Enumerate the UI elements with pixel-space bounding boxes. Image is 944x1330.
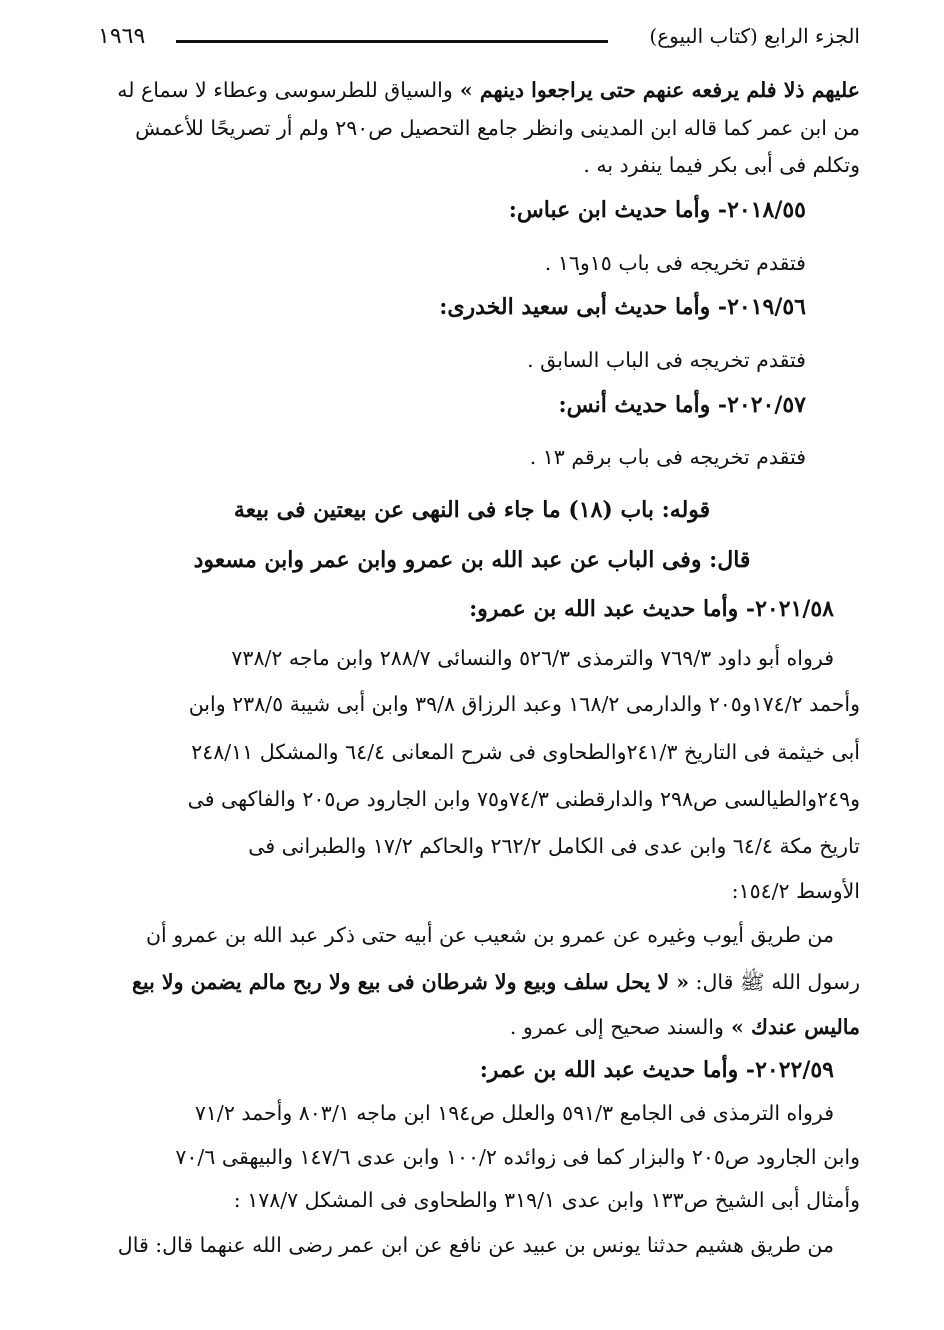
text-line <box>84 1055 834 1085</box>
text-segment: فتقدم تخريجه فى الباب السابق . <box>527 348 806 372</box>
text-line <box>140 495 804 525</box>
text-segment: رسول الله ﷺ قال: <box>689 970 860 994</box>
text-line <box>84 1185 860 1215</box>
text-segment: الأوسط ١٥٤/٢: <box>731 879 860 903</box>
text-segment: فرواه الترمذى فى الجامع ٥٩١/٣ والعلل ص١٩٤ ابن ماجه ٨٠٣/١ وأحمد ٧١/٢ <box>194 1101 834 1125</box>
text-segment: عليهم ذلا فلم يرفعه عنهم حتى يراجعوا دينهم » <box>452 78 860 102</box>
text-line <box>84 1230 834 1260</box>
text-line <box>84 150 860 180</box>
text-segment: والسند صحيح إلى عمرو . <box>509 1015 724 1039</box>
text-line <box>84 1142 860 1172</box>
text-segment: وأحمد ١٧٤/٢و٢٠٥ والدارمى ١٦٨/٢ وعبد الرزاق ٣٩/٨ وابن أبى شيبة ٢٣٨/٥ وابن <box>188 692 860 716</box>
text-line <box>84 594 834 624</box>
text-segment: فتقدم تخريجه فى باب ١٥و١٦ . <box>544 251 806 275</box>
text-segment: ٢٠٢٠/٥٧- وأما حديث أنس: <box>558 392 806 418</box>
text-segment: تاريخ مكة ٦٤/٤ وابن عدى فى الكامل ٢٦٢/٢ والحاكم ١٧/٢ والطبرانى فى <box>248 834 860 858</box>
text-line <box>84 784 860 814</box>
text-line <box>84 1098 834 1128</box>
text-line <box>84 920 834 950</box>
text-line <box>84 442 806 472</box>
text-segment: وتكلم فى أبى بكر فيما ينفرد به . <box>583 153 860 177</box>
page-number: ١٩٦٩ <box>98 24 146 49</box>
text-segment: ٢٠١٩/٥٦- وأما حديث أبى سعيد الخدرى: <box>439 294 806 320</box>
text-segment: ماليس عندك » <box>723 1015 860 1039</box>
text-line <box>84 390 806 420</box>
text-segment: « لا يحل سلف وبيع ولا شرطان فى بيع ولا ربح مالم يضمن ولا بيع <box>131 970 690 994</box>
text-segment: ٢٠١٨/٥٥- وأما حديث ابن عباس: <box>508 197 806 223</box>
text-segment: فرواه أبو داود ٧٦٩/٣ والترمذى ٥٢٦/٣ والنسائى ٢٨٨/٧ وابن ماجه ٧٣٨/٢ <box>231 646 834 670</box>
text-line <box>84 876 860 906</box>
running-title: الجزء الرابع (كتاب البيوع) <box>649 24 860 48</box>
text-segment: و٢٤٩والطيالسى ص٢٩٨ والدارقطنى ٧٤/٣و٧٥ وابن الجارود ص٢٠٥ والفاكهى فى <box>187 787 860 811</box>
text-line <box>84 248 806 278</box>
text-line <box>84 113 860 143</box>
text-segment: أبى خيثمة فى التاريخ ٢٤١/٣والطحاوى فى شرح المعانى ٦٤/٤ والمشكل ٢٤٨/١١ <box>191 740 860 764</box>
text-line <box>84 643 834 673</box>
text-line <box>84 345 806 375</box>
page-header <box>98 24 860 60</box>
text-line <box>84 1012 860 1042</box>
text-segment: ٢٠٢٢/٥٩- وأما حديث عبد الله بن عمر: <box>479 1057 834 1083</box>
text-line <box>84 292 806 322</box>
text-line <box>84 831 860 861</box>
header-rule <box>176 40 608 43</box>
text-segment: قال: وفى الباب عن عبد الله بن عمرو وابن عمر وابن مسعود <box>193 547 751 573</box>
text-segment: فتقدم تخريجه فى باب برقم ١٣ . <box>529 445 806 469</box>
text-line <box>84 75 860 105</box>
text-line <box>84 195 806 225</box>
text-segment: من طريق أيوب وغيره عن عمرو بن شعيب عن أبيه حتى ذكر عبد الله بن عمرو أن <box>145 923 834 947</box>
text-line <box>140 545 804 575</box>
text-segment: وابن الجارود ص٢٠٥ والبزار كما فى زوائده ١٠٠/٢ وابن عدى ١٤٧/٦ والبيهقى ٧٠/٦ <box>175 1145 860 1169</box>
text-segment: من ابن عمر كما قاله ابن المدينى وانظر جامع التحصيل ص٢٩٠ ولم أر تصريحًا للأعمش <box>135 116 860 140</box>
text-segment: والسياق للطرسوسى وعطاء لا سماع له <box>117 78 453 102</box>
text-segment: قوله: باب (١٨) ما جاء فى النهى عن بيعتين فى بيعة <box>233 497 711 523</box>
text-line <box>84 967 860 997</box>
text-segment: من طريق هشيم حدثنا يونس بن عبيد عن نافع عن ابن عمر رضى الله عنهما قال: قال <box>117 1233 834 1257</box>
text-line <box>84 737 860 767</box>
text-segment: وأمثال أبى الشيخ ص١٣٣ وابن عدى ٣١٩/١ والطحاوى فى المشكل ١٧٨/٧ : <box>233 1188 860 1212</box>
text-segment: ٢٠٢١/٥٨- وأما حديث عبد الله بن عمرو: <box>469 596 834 622</box>
text-line <box>84 689 860 719</box>
